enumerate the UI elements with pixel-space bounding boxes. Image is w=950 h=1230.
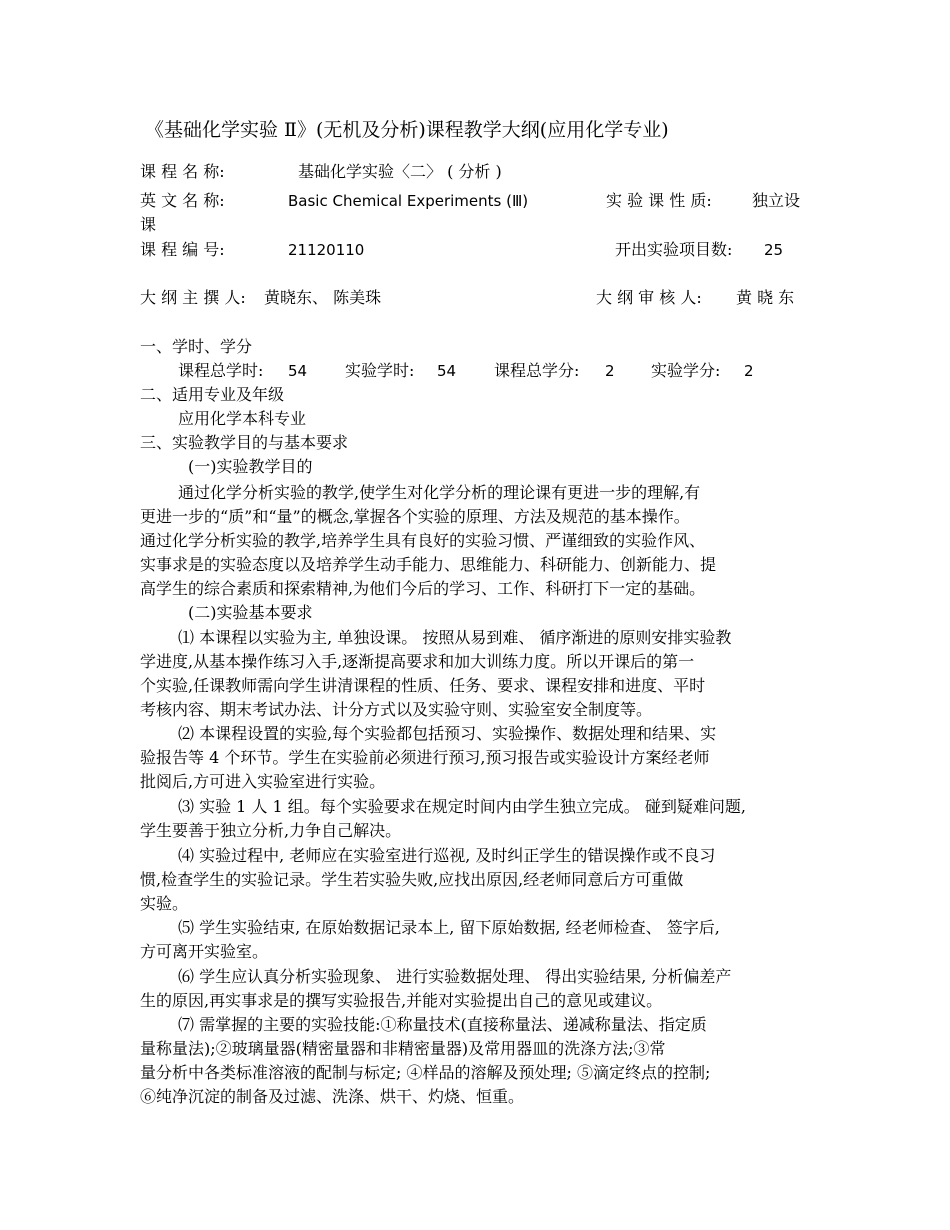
requirement-3-line: ⑶ 实验 1 人 1 组。每个实验要求在规定时间内由学生独立完成。 碰到疑难问题, [178,797,746,816]
course-name-value: 基础化学实验〈二〉 ( 分析 ) [298,162,502,181]
course-nature-label: 实 验 课 性 质: [606,191,712,210]
requirement-6-line: 生的原因,再实事求是的撰写实验报告,并能对实验提出自己的意见或建议。 [140,991,663,1010]
total-hours-label: 课程总学时: [178,361,264,380]
author-value: 黄晓东、 陈美珠 [264,288,382,307]
requirement-7-line: ⑥纯净沉淀的制备及过滤、洗涤、烘干、灼烧、恒重。 [140,1087,525,1106]
course-code-label: 课 程 编 号: [140,240,225,259]
english-name-label: 英 文 名 称: [140,191,225,210]
requirement-1-line: 个实验,任课教师需向学生讲清课程的性质、任务、要求、课程安排和进度、平时 [140,676,706,695]
course-name-label: 课 程 名 称: [140,162,225,181]
requirement-2-line: 批阅后,方可进入实验室进行实验。 [140,772,386,791]
requirement-2-line: 验报告等 4 个环节。学生在实验前必须进行预习,预习报告或实验设计方案经老师 [140,748,710,767]
requirement-1-line: ⑴ 本课程以实验为主, 单独设课。 按照从易到难、 循序渐进的原则安排实验教 [178,628,732,647]
course-nature-value: 独立设 [752,191,801,210]
exp-hours-label: 实验学时: [345,361,415,380]
requirement-7-line: 量分析中各类标准溶液的配制与标定; ④样品的溶解及预处理; ⑤滴定终点的控制; [140,1063,711,1082]
total-hours-value: 54 [288,362,308,380]
total-credits-value: 2 [605,362,615,380]
exp-credits-label: 实验学分: [651,361,721,380]
purpose-line: 通过化学分析实验的教学,培养学生具有良好的实验习惯、严谨细致的实验作风、 [140,531,706,550]
reviewer-value: 黄 晓 东 [736,288,795,307]
requirement-1-line: 考核内容、期末考试办法、计分方式以及实验守则、实验室安全制度等。 [140,700,653,719]
purpose-line: 高学生的综合素质和探索精神,为他们今后的学习、工作、科研打下一定的基础。 [140,579,706,598]
requirement-3-line: 学生要善于独立分析,力争自己解决。 [140,821,402,840]
requirement-5-line: 方可离开实验室。 [140,942,269,961]
total-credits-label: 课程总学分: [494,361,580,380]
section2-heading: 二、适用专业及年级 [140,385,285,404]
reviewer-label: 大 纲 审 核 人: [596,288,702,307]
purpose-line: 更进一步的“质”和“量”的概念,掌握各个实验的原理、方法及规范的基本操作。 [140,507,690,526]
requirement-7-line: 量称量法);②玻璃量器(精密量器和非精密量器)及常用器皿的洗涤方法;③常 [140,1039,666,1058]
subsection-requirements: (二)实验基本要求 [188,603,313,622]
requirement-4-line: ⑷ 实验过程中, 老师应在实验室进行巡视, 及时纠正学生的错误操作或不良习 [178,846,716,865]
requirement-2-line: ⑵ 本课程设置的实验,每个实验都包括预习、实验操作、数据处理和结果、实 [178,724,717,743]
document-title: 《基础化学实验 Ⅱ》(无机及分析)课程教学大纲(应用化学专业) [145,119,669,141]
project-count-label: 开出实验项目数: [615,240,733,259]
exp-hours-value: 54 [437,362,457,380]
requirement-1-line: 学进度,从基本操作练习入手,逐渐提高要求和加大训练力度。所以开课后的第一 [140,652,695,671]
requirement-5-line: ⑸ 学生实验结束, 在原始数据记录本上, 留下原始数据, 经老师检查、 签字后, [178,918,720,937]
purpose-line: 通过化学分析实验的教学,使学生对化学分析的理论课有更进一步的理解,有 [178,483,701,502]
section3-heading: 三、实验教学目的与基本要求 [140,433,349,452]
requirement-4-line: 实验。 [140,894,189,913]
section1-heading: 一、学时、学分 [140,337,253,356]
project-count-value: 25 [764,241,784,259]
section2-content: 应用化学本科专业 [178,409,307,428]
exp-credits-value: 2 [744,362,754,380]
course-code-value: 21120110 [288,241,365,259]
requirement-6-line: ⑹ 学生应认真分析实验现象、 进行实验数据处理、 得出实验结果, 分析偏差产 [178,967,732,986]
course-nature-continued: 课 [140,215,157,234]
requirement-4-line: 惯,检查学生的实验记录。学生若实验失败,应找出原因,经老师同意后方可重做 [140,870,684,889]
author-label: 大 纲 主 撰 人: [140,288,246,307]
english-name-value: Basic Chemical Experiments (Ⅲ) [288,192,529,210]
purpose-line: 实事求是的实验态度以及培养学生动手能力、思维能力、科研能力、创新能力、提 [140,555,717,574]
subsection-purpose: (一)实验教学目的 [188,457,313,476]
requirement-7-line: ⑺ 需掌握的主要的实验技能:①称量技术(直接称量法、递减称量法、指定质 [178,1015,707,1034]
